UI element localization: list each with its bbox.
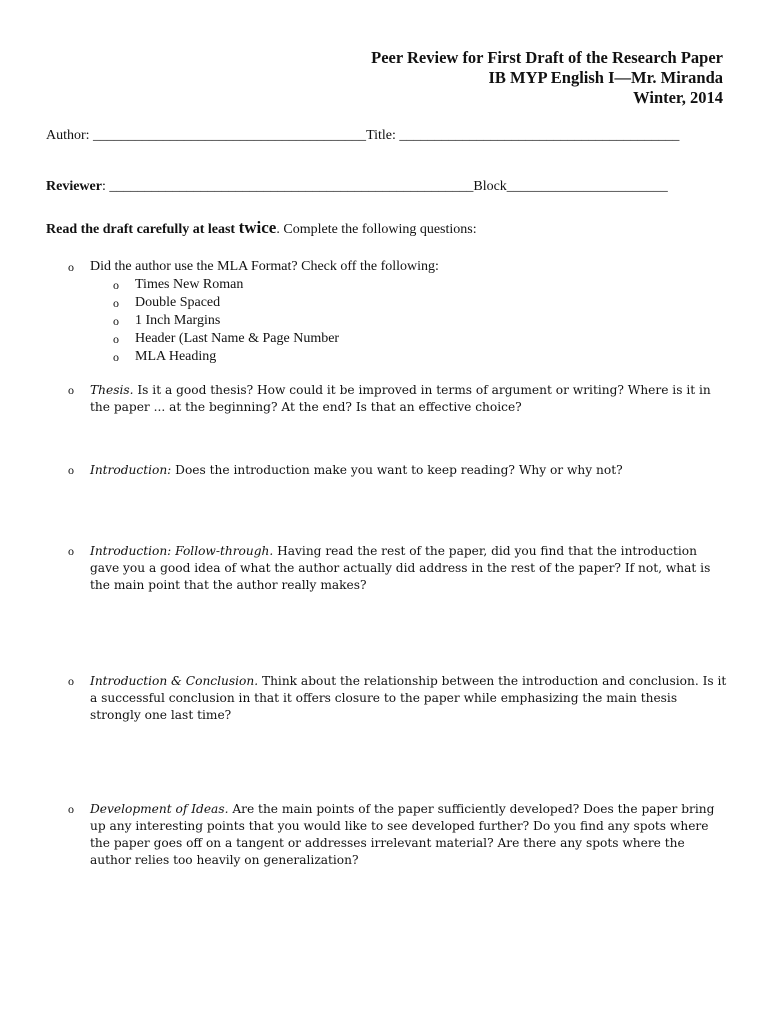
question-label: Thesis.: [90, 383, 134, 397]
question-label: Development of Ideas.: [90, 802, 229, 816]
question-text: Is it a good thesis? How could it be improved in terms of argument or writing? Where is it in the paper ... at the beginning? At the end? Is that an effective choice?: [90, 383, 711, 414]
question-text: Having read the rest of the paper, did you find that the introduction gave you a good idea of what the author actually did address in the rest of the paper? If not, what is the main point that the author really makes?: [90, 544, 711, 592]
question-text: Think about the relationship between the introduction and conclusion. Is it a successful conclusion in that it offers closure to the paper while emphasizing the main thesis strongly one last time?: [90, 674, 727, 722]
bullet-icon: o: [68, 383, 74, 397]
question-label: Introduction: Follow-through.: [90, 544, 274, 558]
reviewer-block-row: [46, 179, 668, 195]
bullet-icon: o: [68, 463, 74, 477]
bullet-icon: o: [68, 260, 74, 274]
bullet-icon: o: [113, 278, 119, 292]
instructions: [46, 218, 477, 238]
bullet-icon: o: [68, 544, 74, 558]
reviewer-label: Reviewer: [46, 179, 102, 194]
reviewer-field: : ____________________________________________________: [101, 179, 474, 194]
question-label: Introduction:: [90, 463, 172, 477]
question-introduction-follow-through: [68, 543, 728, 594]
mla-item: o 1 Inch Margins: [113, 313, 221, 328]
bullet-icon: o: [113, 314, 119, 328]
question-text: Does the introduction make you want to keep reading? Why or why not?: [171, 463, 623, 477]
bullet-icon: o: [68, 674, 74, 688]
bullet-icon: o: [68, 802, 74, 816]
document-header: [371, 48, 723, 108]
question-introduction-conclusion: [68, 673, 728, 724]
mla-question: o Did the author use the MLA Format? Check off the following:: [68, 259, 439, 274]
header-course: IB MYP English I—Mr. Miranda: [488, 68, 723, 87]
bullet-icon: o: [113, 350, 119, 364]
question-label: Introduction & Conclusion.: [90, 674, 259, 688]
instructions-rest: . Complete the following questions:: [276, 222, 477, 237]
mla-item: o Header (Last Name & Page Number: [113, 331, 340, 346]
mla-checklist: [68, 258, 439, 366]
author-field: Author: _______________________________________: [46, 128, 367, 143]
question-thesis: [68, 382, 728, 416]
mla-item: o MLA Heading: [113, 349, 217, 364]
author-title-row: [46, 128, 679, 144]
question-introduction: [68, 462, 728, 479]
mla-item: o Double Spaced: [113, 295, 221, 310]
title-field: Title: ________________________________________: [366, 128, 680, 143]
question-development-of-ideas: [68, 801, 728, 869]
instructions-emphasis: twice: [238, 218, 277, 237]
bullet-icon: o: [113, 296, 119, 310]
instructions-lead: Read the draft carefully at least: [46, 222, 239, 237]
header-title: Peer Review for First Draft of the Research Paper: [371, 48, 723, 67]
bullet-icon: o: [113, 332, 119, 346]
mla-item: o Times New Roman: [113, 277, 244, 292]
header-term: Winter, 2014: [633, 88, 723, 107]
question-text: Are the main points of the paper sufficiently developed? Does the paper bring up any interesting points that you would like to see developed further? Do you find any spots where the paper goes off on a tangent or addresses irrelevant material? Are there any spots where the author relies too heavily on generalization?: [90, 802, 715, 867]
block-field: Block_______________________: [473, 179, 668, 194]
